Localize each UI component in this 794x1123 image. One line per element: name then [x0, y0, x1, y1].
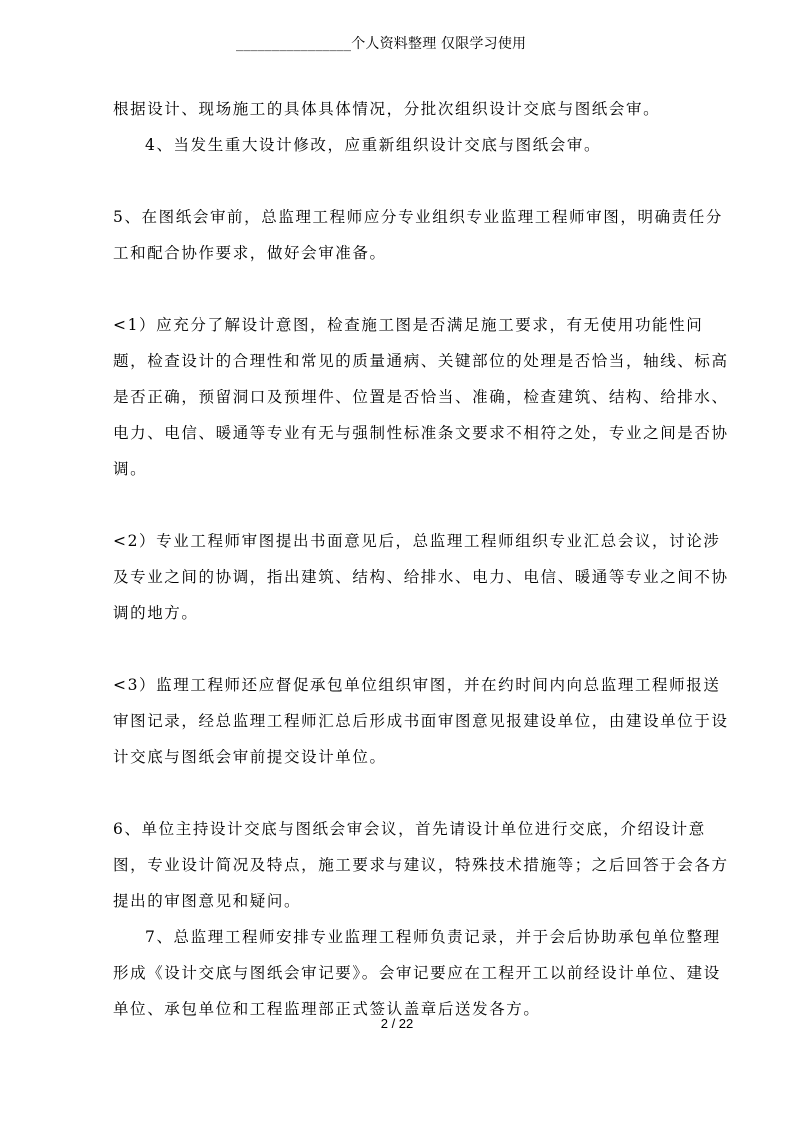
page-number: 2 / 22: [380, 1016, 414, 1031]
paragraph-item-5: 5、在图纸会审前，总监理工程师应分专业组织专业监理工程师审图，明确责任分工和配合协作要求，做好会审准备。: [113, 208, 723, 262]
paragraph-subitem-1: <1）应充分了解设计意图，检查施工图是否满足施工要求，有无使用功能性问题，检查设计的合理性和常见的质量通病、关键部位的处理是否恰当，轴线、标高是否正确，预留洞口及预埋件、位置是否恰当、准确，检查建筑、结构、给排水、电力、电信、暖通等专业有无与强制性标准条文要求不相符之处，专业之间是否协调。: [113, 316, 729, 478]
paragraph-item-4: 4、当发生重大设计修改，应重新组织设计交底与图纸会审。: [145, 136, 602, 154]
paragraph-item-6: 6、单位主持设计交底与图纸会审会议，首先请设计单位进行交底，介绍设计意图，专业设计简况及特点，施工要求与建议，特殊技术措施等；之后回答于会各方提出的审图意见和疑问。: [113, 820, 729, 910]
paragraph-item-7: 7、总监理工程师安排专业监理工程师负责记录，并于会后协助承包单位整理形成《设计交底与图纸会审记要》。会审记要应在工程开工以前经设计单位、建设单位、承包单位和工程监理部正式签认盖章后送发各方。: [113, 928, 721, 1018]
document-body: [113, 91, 733, 1027]
paragraph-subitem-3: <3）监理工程师还应督促承包单位组织审图，并在约时间内向总监理工程师报送审图记录，经总监理工程师汇总后形成书面审图意见报建设单位，由建设单位于设计交底与图纸会审前提交设计单位。: [113, 676, 729, 766]
page-header: ________________个人资料整理 仅限学习使用: [236, 36, 527, 52]
paragraph-continuation: 根据设计、现场施工的具体具体情况，分批次组织设计交底与图纸会审。: [113, 100, 661, 118]
paragraph-subitem-2: <2）专业工程师审图提出书面意见后，总监理工程师组织专业汇总会议，讨论涉及专业之间的协调，指出建筑、结构、给排水、电力、电信、暖通等专业之间不协调的地方。: [113, 532, 729, 622]
